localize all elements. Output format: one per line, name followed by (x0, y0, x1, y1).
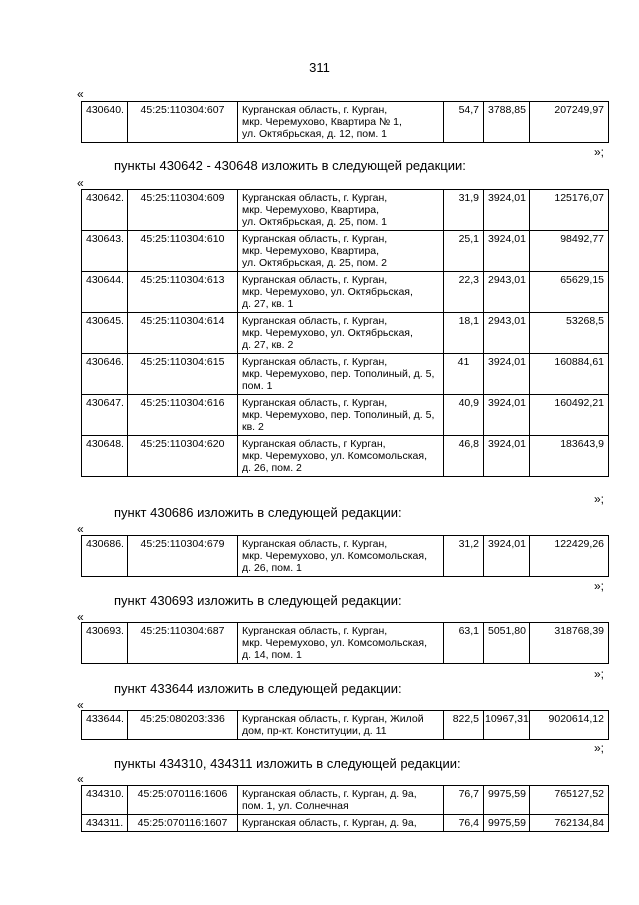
total: 98492,77 (530, 231, 609, 272)
total: 9020614,12 (530, 711, 609, 740)
total: 53268,5 (530, 313, 609, 354)
address: Курганская область, г. Курган, мкр. Черемухово, Квартира, ул. Октябрьская, д. 25, пом. 1 (238, 190, 444, 231)
table-row (82, 272, 609, 313)
address: Курганская область, г. Курган, д. 9а, (238, 815, 444, 832)
quote-open: « (77, 87, 84, 101)
table-section-4 (81, 710, 609, 740)
address: Курганская область, г. Курган, мкр. Черемухово, ул. Комсомольская, д. 14, пом. 1 (238, 623, 444, 664)
price: 10967,31 (484, 711, 530, 740)
price: 5051,80 (484, 623, 530, 664)
cadastral-number: 45:25:110304:687 (128, 623, 238, 664)
table-row (82, 102, 609, 143)
total: 318768,39 (530, 623, 609, 664)
table-row (82, 354, 609, 395)
address: Курганская область, г Курган, мкр. Черемухово, ул. Комсомольская, д. 26, пом. 2 (238, 436, 444, 477)
cadastral-number: 45:25:070116:1607 (128, 815, 238, 832)
price: 3788,85 (484, 102, 530, 143)
address: Курганская область, г. Курган, мкр. Черемухово, ул. Комсомольская, д. 26, пом. 1 (238, 536, 444, 577)
address: Курганская область, г. Курган, мкр. Черемухово, пер. Тополиный, д. 5, кв. 2 (238, 395, 444, 436)
table-row (82, 395, 609, 436)
total: 160492,21 (530, 395, 609, 436)
area: 54,7 (444, 102, 484, 143)
page-number: 311 (309, 60, 330, 75)
item-number: 430642. (82, 190, 128, 231)
item-number: 430646. (82, 354, 128, 395)
area: 31,9 (444, 190, 484, 231)
area: 822,5 (444, 711, 484, 740)
total: 207249,97 (530, 102, 609, 143)
address: Курганская область, г. Курган, мкр. Черемухово, пер. Тополиный, д. 5, пом. 1 (238, 354, 444, 395)
item-number: 430644. (82, 272, 128, 313)
cadastral-number: 45:25:080203:336 (128, 711, 238, 740)
item-number: 430640. (82, 102, 128, 143)
quote-open: « (77, 176, 84, 190)
cadastral-number: 45:25:110304:613 (128, 272, 238, 313)
address: Курганская область, г. Курган, мкр. Черемухово, Квартира, ул. Октябрьская, д. 25, пом. 2 (238, 231, 444, 272)
area: 41 (444, 354, 484, 395)
price: 9975,59 (484, 815, 530, 832)
price: 9975,59 (484, 786, 530, 815)
section-heading: пункт 430693 изложить в следующей редакции: (114, 593, 402, 608)
total: 765127,52 (530, 786, 609, 815)
section-heading: пункты 434310, 434311 изложить в следующей редакции: (114, 756, 461, 771)
table-row (82, 623, 609, 664)
item-number: 434310. (82, 786, 128, 815)
area: 25,1 (444, 231, 484, 272)
table-section-5 (81, 785, 609, 832)
total: 160884,61 (530, 354, 609, 395)
table-section-1 (81, 189, 609, 477)
item-number: 430643. (82, 231, 128, 272)
address: Курганская область, г. Курган, мкр. Черемухово, ул. Октябрьская, д. 27, кв. 1 (238, 272, 444, 313)
cadastral-number: 45:25:110304:615 (128, 354, 238, 395)
quote-open: « (77, 698, 84, 712)
table-row (82, 231, 609, 272)
quote-close: »; (594, 145, 605, 159)
cadastral-number: 45:25:110304:620 (128, 436, 238, 477)
total: 762134,84 (530, 815, 609, 832)
cadastral-number: 45:25:110304:610 (128, 231, 238, 272)
item-number: 430647. (82, 395, 128, 436)
table-section-2 (81, 535, 609, 577)
address: Курганская область, г. Курган, мкр. Черемухово, ул. Октябрьская, д. 27, кв. 2 (238, 313, 444, 354)
section-heading: пункты 430642 - 430648 изложить в следующей редакции: (114, 158, 466, 173)
table-row (82, 190, 609, 231)
item-number: 430648. (82, 436, 128, 477)
area: 31,2 (444, 536, 484, 577)
quote-open: « (77, 522, 84, 536)
area: 76,7 (444, 786, 484, 815)
item-number: 433644. (82, 711, 128, 740)
table-row (82, 815, 609, 832)
address: Курганская область, г. Курган, Жилой дом, пр-кт. Конституции, д. 11 (238, 711, 444, 740)
quote-close: »; (594, 579, 605, 593)
table-row (82, 313, 609, 354)
item-number: 430693. (82, 623, 128, 664)
cadastral-number: 45:25:110304:616 (128, 395, 238, 436)
price: 2943,01 (484, 313, 530, 354)
table-row (82, 436, 609, 477)
table-section-0 (81, 101, 609, 143)
area: 63,1 (444, 623, 484, 664)
table-row (82, 786, 609, 815)
area: 46,8 (444, 436, 484, 477)
quote-open: « (77, 772, 84, 786)
quote-close: »; (594, 667, 605, 681)
price: 3924,01 (484, 231, 530, 272)
price: 3924,01 (484, 354, 530, 395)
total: 125176,07 (530, 190, 609, 231)
table-row (82, 711, 609, 740)
address: Курганская область, г. Курган, д. 9а, пом. 1, ул. Солнечная (238, 786, 444, 815)
address: Курганская область, г. Курган, мкр. Черемухово, Квартира № 1, ул. Октябрьская, д. 12, пом. 1 (238, 102, 444, 143)
area: 76,4 (444, 815, 484, 832)
cadastral-number: 45:25:110304:607 (128, 102, 238, 143)
area: 22,3 (444, 272, 484, 313)
total: 183643,9 (530, 436, 609, 477)
cadastral-number: 45:25:110304:609 (128, 190, 238, 231)
price: 3924,01 (484, 436, 530, 477)
total: 122429,26 (530, 536, 609, 577)
area: 18,1 (444, 313, 484, 354)
table-row (82, 536, 609, 577)
total: 65629,15 (530, 272, 609, 313)
quote-close: »; (594, 492, 605, 506)
price: 3924,01 (484, 190, 530, 231)
price: 2943,01 (484, 272, 530, 313)
item-number: 434311. (82, 815, 128, 832)
cadastral-number: 45:25:070116:1606 (128, 786, 238, 815)
price: 3924,01 (484, 536, 530, 577)
section-heading: пункт 433644 изложить в следующей редакции: (114, 681, 402, 696)
item-number: 430645. (82, 313, 128, 354)
quote-open: « (77, 610, 84, 624)
item-number: 430686. (82, 536, 128, 577)
table-section-3 (81, 622, 609, 664)
area: 40,9 (444, 395, 484, 436)
cadastral-number: 45:25:110304:614 (128, 313, 238, 354)
cadastral-number: 45:25:110304:679 (128, 536, 238, 577)
price: 3924,01 (484, 395, 530, 436)
section-heading: пункт 430686 изложить в следующей редакции: (114, 505, 402, 520)
quote-close: »; (594, 741, 605, 755)
